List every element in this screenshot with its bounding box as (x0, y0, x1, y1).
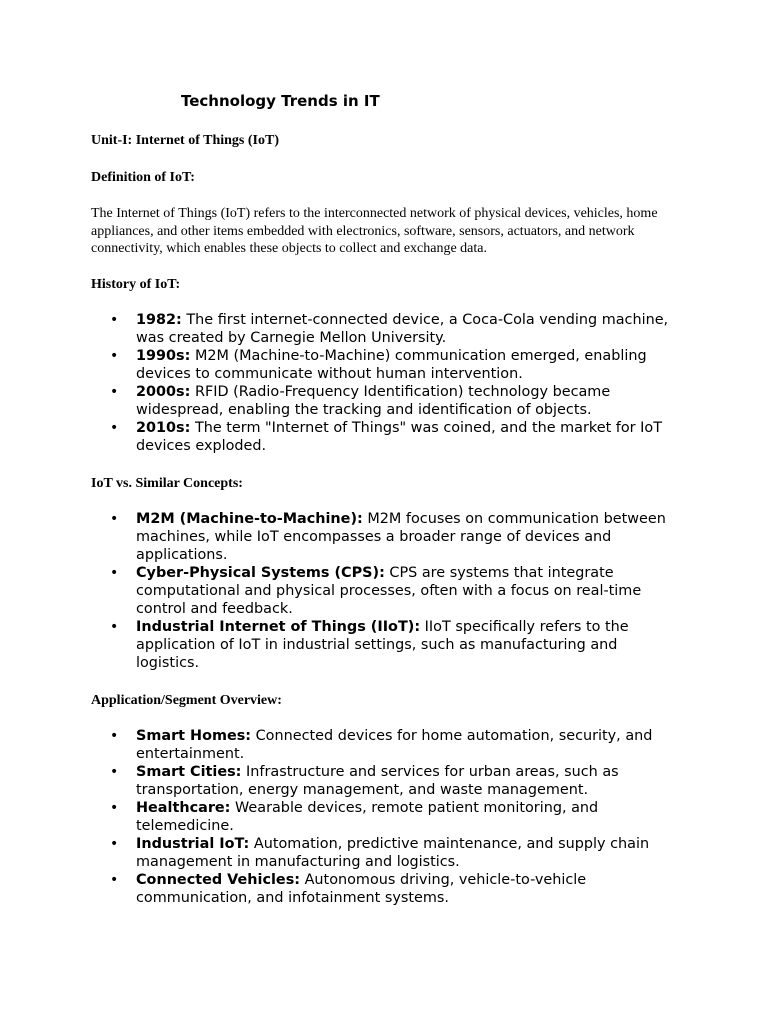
list-item (0, 799, 684, 835)
list-item-term: Industrial IoT: (136, 836, 250, 852)
bullet-icon: • (110, 619, 119, 635)
bullet-icon: • (110, 764, 119, 780)
list-item (0, 835, 684, 871)
list-item (0, 383, 684, 419)
list-item (0, 347, 684, 383)
bullet-icon: • (110, 565, 119, 581)
list-item-term: Industrial Internet of Things (IIoT): (136, 619, 421, 635)
bullet-icon: • (110, 420, 119, 436)
similar-concepts-list (0, 510, 700, 672)
list-item-text: M2M focuses on communication between machines, while IoT encompasses a broader range of devices and applications. (136, 511, 666, 563)
list-item-text: RFID (Radio-Frequency Identification) technology became widespread, enabling the tracking and identification of objects. (136, 384, 611, 418)
list-item-term: 1982: (136, 312, 182, 328)
list-item-term: Cyber-Physical Systems (CPS): (136, 565, 385, 581)
list-item-term: 1990s: (136, 348, 191, 364)
definition-heading: Definition of IoT: (91, 170, 195, 185)
list-item (0, 727, 684, 763)
list-item-text: IIoT specifically refers to the application of IoT in industrial settings, such as manufacturing and logistics. (136, 619, 629, 671)
list-item-text: M2M (Machine-to-Machine) communication emerged, enabling devices to communicate without human intervention. (136, 348, 647, 382)
list-item-text: CPS are systems that integrate computational and physical processes, often with a focus on real-time control and feedback. (136, 565, 642, 617)
list-item-text: Automation, predictive maintenance, and supply chain management in manufacturing and logistics. (136, 836, 650, 870)
list-item-text: Infrastructure and services for urban areas, such as transportation, energy management, and waste management. (136, 764, 619, 798)
list-item (0, 618, 684, 672)
bullet-icon: • (110, 384, 119, 400)
applications-list (0, 727, 700, 907)
list-item-text: The first internet-connected device, a Coca-Cola vending machine, was created by Carnegie Mellon University. (136, 312, 669, 346)
bullet-icon: • (110, 800, 119, 816)
unit-heading: Unit-I: Internet of Things (IoT) (91, 133, 279, 148)
list-item-term: M2M (Machine-to-Machine): (136, 511, 363, 527)
list-item-term: 2010s: (136, 420, 191, 436)
list-item-term: 2000s: (136, 384, 191, 400)
list-item (0, 510, 684, 564)
list-item (0, 311, 684, 347)
bullet-icon: • (110, 511, 119, 527)
list-item (0, 871, 684, 907)
list-item-term: Smart Homes: (136, 728, 252, 744)
list-item-term: Healthcare: (136, 800, 231, 816)
definition-paragraph: The Internet of Things (IoT) refers to the interconnected network of physical devices, vehicles, home appliances, and other items embedded with electronics, software, sensors, actuators, and network connectivity, which enables these objects to collect and exchange data. (91, 206, 658, 256)
list-item-term: Smart Cities: (136, 764, 242, 780)
bullet-icon: • (110, 348, 119, 364)
bullet-icon: • (110, 836, 119, 852)
bullet-icon: • (110, 312, 119, 328)
similar-concepts-heading: IoT vs. Similar Concepts: (91, 476, 243, 491)
list-item (0, 564, 684, 618)
list-item-term: Connected Vehicles: (136, 872, 301, 888)
document-title: Technology Trends in IT (181, 92, 380, 110)
bullet-icon: • (110, 872, 119, 888)
list-item-text: Autonomous driving, vehicle-to-vehicle communication, and infotainment systems. (136, 872, 587, 906)
list-item-text: Wearable devices, remote patient monitoring, and telemedicine. (136, 800, 599, 834)
list-item-text: Connected devices for home automation, security, and entertainment. (136, 728, 653, 762)
bullet-icon: • (110, 728, 119, 744)
history-list (0, 311, 700, 455)
list-item (0, 763, 684, 799)
list-item-text: The term "Internet of Things" was coined, and the market for IoT devices exploded. (136, 420, 662, 454)
history-heading: History of IoT: (91, 277, 181, 292)
applications-heading: Application/Segment Overview: (91, 693, 282, 708)
list-item (0, 419, 684, 455)
